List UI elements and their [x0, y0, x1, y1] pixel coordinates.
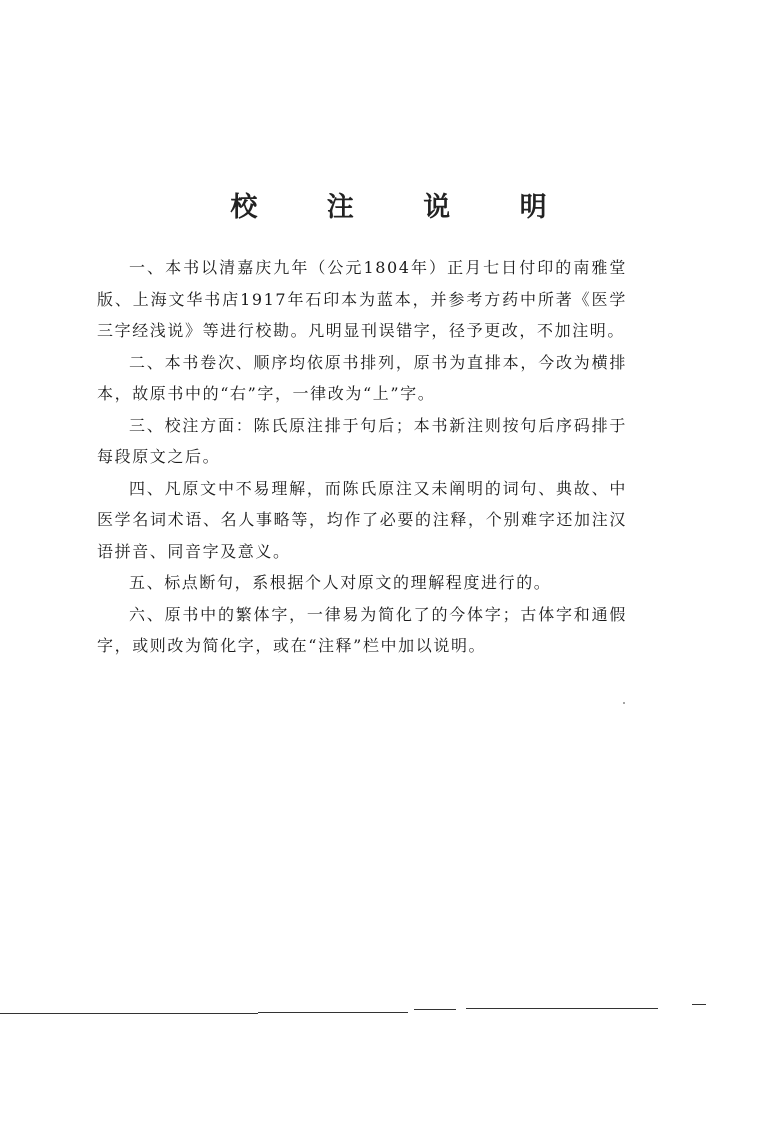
bottom-rule-segment-5	[692, 1004, 706, 1005]
note-paragraph-3: 三、校注方面：陈氏原注排于句后；本书新注则按句后序码排于每段原文之后。	[97, 415, 627, 466]
note-paragraph-6: 六、原书中的繁体字，一律易为简化了的今体字；古体字和通假字，或则改为简化字，或在“注释”栏中加以说明。	[97, 604, 627, 655]
note-paragraph-1: 一、本书以清嘉庆九年（公元1804年）正月七日付印的南雅堂版、上海文华书店1917年石印本为蓝本，并参考方药中所著《医学三字经浅说》等进行校勘。凡明显刊误错字，径予更改，不加注明。	[97, 258, 627, 340]
note-paragraph-5: 五、标点断句，系根据个人对原文的理解程度进行的。	[129, 573, 552, 592]
bottom-rule-segment-2	[258, 1012, 408, 1013]
speck-mark	[623, 702, 625, 704]
notes-body	[97, 252, 627, 662]
bottom-rule-segment-4	[466, 1008, 658, 1009]
note-paragraph-2: 二、本书卷次、顺序均依原书排列，原书为直排本，今改为横排本，故原书中的“右”字，一律改为“上”字。	[97, 352, 627, 403]
page-title: 校 注 说 明	[230, 192, 577, 223]
bottom-rule-segment-3	[414, 1009, 456, 1010]
bottom-rule-segment-1	[0, 1013, 258, 1014]
note-paragraph-4: 四、凡原文中不易理解，而陈氏原注又未阐明的词句、典故、中医学名词术语、名人事略等，均作了必要的注释，个别难字还加注汉语拼音、同音字及意义。	[97, 478, 627, 561]
